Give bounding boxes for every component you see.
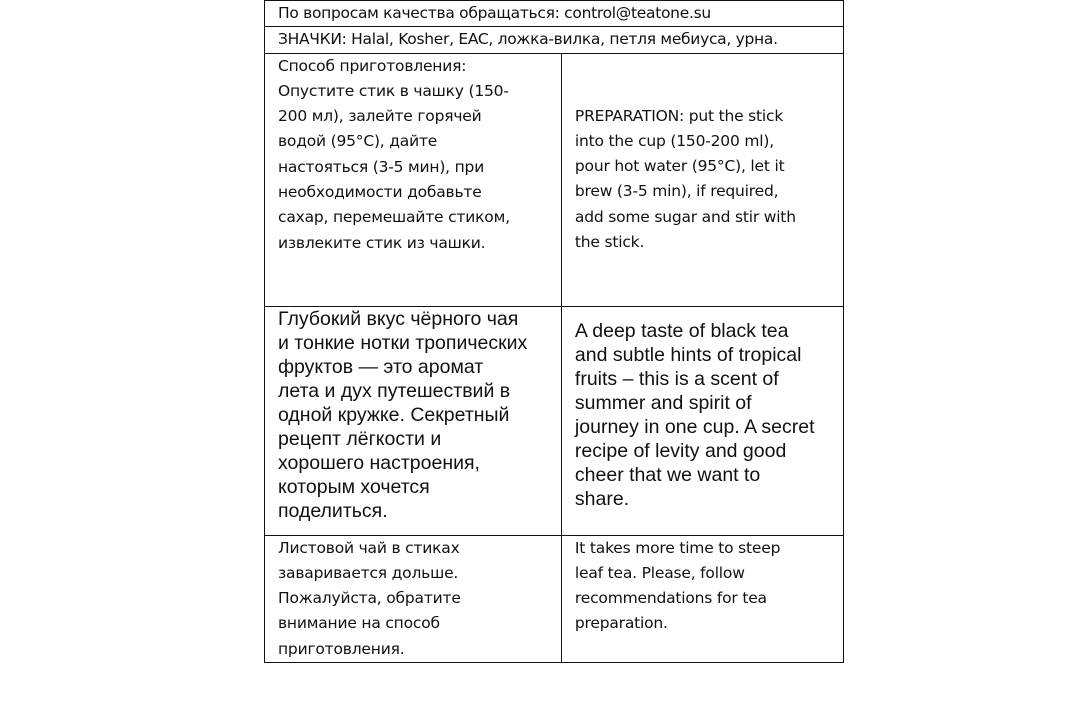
badges-row [265,27,844,53]
leaf-tea-en-cell [561,535,843,662]
leaf-tea-ru-cell [265,535,562,662]
leaf-tea-ru-text: Листовой чай в стиках заваривается дольше. Пожалуйста, обратите внимание на способ приготовления. [278,538,461,658]
taste-ru-cell [265,306,562,535]
taste-ru-text: Глубокий вкус чёрного чая и тонкие нотки тропических фруктов — это аромат лета и дух путешествий в одной кружке. Секретный рецепт лёгкости и хорошего настроения, которым хочется поделиться. [278,307,528,522]
taste-en-text: A deep taste of black tea and subtle hints of tropical fruits – this is a scent of summer and spirit of journey in one cup. A secret recipe of levity and good cheer that we want to share. [574,319,815,510]
contact-row [265,1,844,27]
contact-cell [265,1,844,27]
preparation-ru-title: Способ приготовления: [278,56,467,75]
badges-cell [265,27,844,53]
quality-contact-text: По вопросам качества обращаться: control@teatone.su [278,4,711,22]
preparation-en-cell [561,53,843,306]
preparation-ru-cell [265,53,562,306]
preparation-row [265,53,844,306]
taste-row [265,306,844,535]
leaf-tea-row [265,535,844,662]
badges-text: ЗНАЧКИ: Halal, Kosher, EAC, ложка-вилка, петля мебиуса, урна. [278,30,778,49]
preparation-en-text: PREPARATION: put the stick into the cup (150-200 ml), pour hot water (95°C), let it brew (3-5 min), if required, add some sugar and stir with the stick. [574,106,796,252]
taste-en-cell [561,306,843,535]
leaf-tea-en-text: It takes more time to steep leaf tea. Please, follow recommendations for tea preparation. [574,538,781,633]
label-document [264,0,844,663]
label-table [264,0,844,663]
preparation-ru-text: Опустите стик в чашку (150- 200 мл), залейте горячей водой (95°С), дайте настояться (3-5 мин), при необходимости добавьте сахар, перемешайте стиком, извлеките стик из чашки. [278,81,510,252]
